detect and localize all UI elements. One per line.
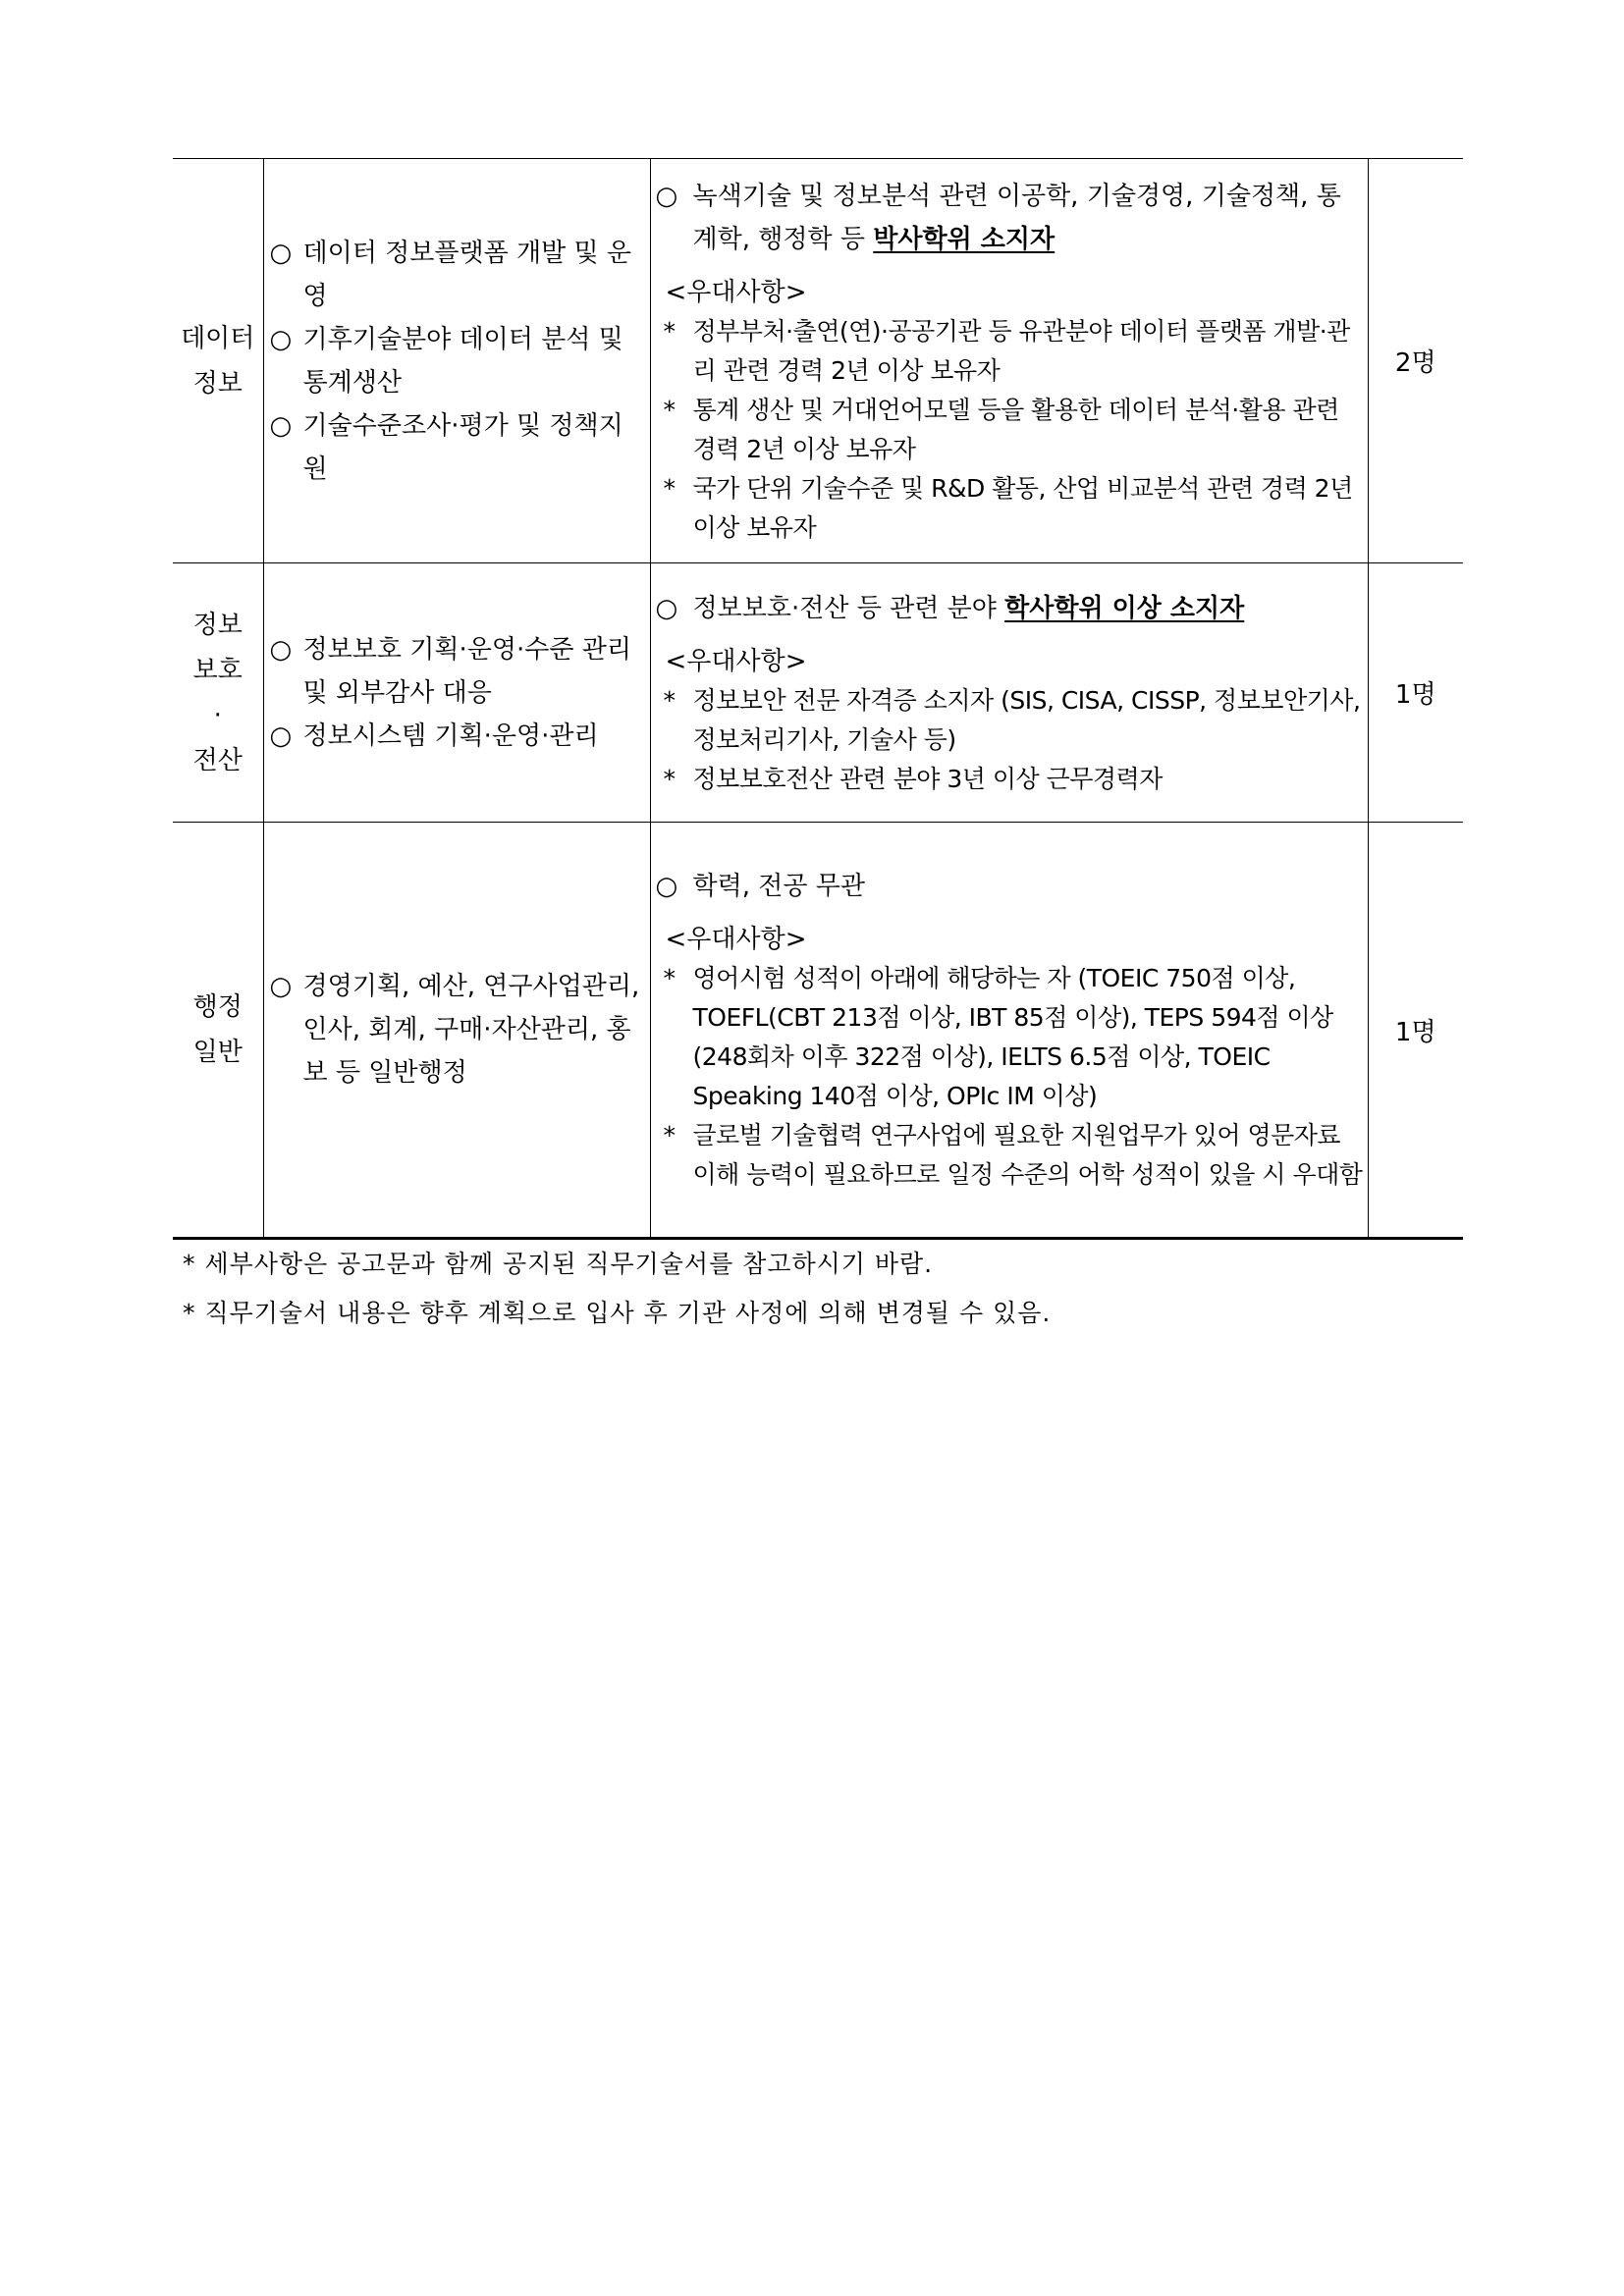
preferred-item xyxy=(656,760,1364,799)
area-text: · xyxy=(213,700,222,730)
preferred-text: 정부부처·출연(연)·공공기관 등 유관분야 데이터 플랫폼 개발·관리 관련 경력 2년 이상 보유자 xyxy=(692,316,1350,385)
headcount: 2명 xyxy=(1394,348,1436,378)
area-text: 행정 xyxy=(192,992,243,1022)
preferred-text: 정보보안 전문 자격증 소지자 (SIS, CISA, CISSP, 정보보안기사, 정보처리기사, 기술사 등) xyxy=(692,685,1361,754)
area-cell xyxy=(173,159,263,563)
preferred-text: 국가 단위 기술수준 및 R&D 활동, 산업 비교분석 관련 경력 2년 이상 보유자 xyxy=(692,473,1353,542)
headcount: 1명 xyxy=(1394,1017,1436,1047)
preferred-text: 글로벌 기술협력 연구사업에 필요한 지원업무가 있어 영문자료 이해 능력이 필요하므로 일정 수준의 어학 성적이 있을 시 우대함 xyxy=(692,1121,1363,1189)
asterisk-icon: * xyxy=(663,764,676,793)
footnote: * 세부사항은 공고문과 함께 공지된 직무기술서를 참고하시기 바람. xyxy=(183,1250,934,1278)
duty-item xyxy=(270,404,644,491)
preferred-item xyxy=(656,469,1364,548)
area-cell xyxy=(173,823,263,1239)
area-text: 전산 xyxy=(192,745,243,775)
area-cell xyxy=(173,563,263,823)
asterisk-icon: * xyxy=(663,1121,676,1149)
duty-text: 데이터 정보플랫폼 개발 및 운영 xyxy=(302,238,631,311)
qualification-main xyxy=(656,865,1364,908)
bullet-icon: ○ xyxy=(269,634,293,665)
qualification-cell xyxy=(650,823,1368,1239)
preferred-item xyxy=(656,959,1364,1116)
area-text: 보호 xyxy=(192,655,243,685)
preferred-item xyxy=(656,312,1364,391)
preferred-label: <우대사항> xyxy=(665,277,807,307)
recruitment-table xyxy=(173,158,1463,1240)
preferred-text: 통계 생산 및 거대언어모델 등을 활용한 데이터 분석·활용 관련 경력 2년 이상 보유자 xyxy=(692,395,1339,463)
asterisk-icon: * xyxy=(663,395,676,424)
preferred-item xyxy=(656,681,1364,760)
footnote: * 직무기술서 내용은 향후 계획으로 입사 후 기관 사정에 의해 변경될 수 있음. xyxy=(183,1299,1052,1327)
bullet-icon: ○ xyxy=(655,593,678,623)
count-cell xyxy=(1368,563,1463,823)
preferred-text: 영어시험 성적이 아래에 해당하는 자 (TOEIC 750점 이상, TOEFL(CBT 213점 이상, IBT 85점 이상), TEPS 594점 이상(248회차 이후 322점 이상), IELTS 6.5점 이상, TOEIC Speaking 140점 이상, OPIc IM 이상) xyxy=(692,964,1333,1110)
asterisk-icon: * xyxy=(663,473,676,503)
qualification-highlight: 학사학위 이상 소지자 xyxy=(1004,593,1245,623)
duty-text: 정보시스템 기획·운영·관리 xyxy=(302,721,599,751)
count-cell xyxy=(1368,159,1463,563)
area-text: 데이터 xyxy=(181,323,255,353)
table-row xyxy=(173,563,1463,823)
qualification-text: 정보보호·전산 등 관련 분야 xyxy=(692,593,1005,623)
duty-item xyxy=(270,628,644,715)
bullet-icon: ○ xyxy=(269,410,293,441)
qualification-cell xyxy=(650,159,1368,563)
bullet-icon: ○ xyxy=(655,872,678,901)
duty-text: 기술수준조사·평가 및 정책지원 xyxy=(302,410,623,484)
duty-item xyxy=(270,965,644,1095)
qualification-cell xyxy=(650,563,1368,823)
area-text: 정보 xyxy=(192,610,243,640)
bullet-icon: ○ xyxy=(269,721,293,751)
preferred-label: <우대사항> xyxy=(665,646,807,676)
preferred-item xyxy=(656,1116,1364,1195)
duty-cell xyxy=(263,563,650,823)
qualification-text: 학력, 전공 무관 xyxy=(692,872,865,901)
qualification-highlight: 박사학위 소지자 xyxy=(873,224,1056,254)
table-row xyxy=(173,159,1463,563)
duty-item xyxy=(270,318,644,404)
count-cell xyxy=(1368,823,1463,1239)
bullet-icon: ○ xyxy=(269,324,293,354)
asterisk-icon: * xyxy=(663,685,676,715)
duty-cell xyxy=(263,823,650,1239)
area-text: 정보 xyxy=(192,368,243,399)
duty-text: 기후기술분야 데이터 분석 및 통계생산 xyxy=(302,324,623,398)
qualification-main xyxy=(656,175,1364,261)
duty-item xyxy=(270,232,644,318)
preferred-item xyxy=(656,391,1364,469)
duty-cell xyxy=(263,159,650,563)
area-text: 일반 xyxy=(192,1038,243,1067)
qualification-main xyxy=(656,587,1364,630)
asterisk-icon: * xyxy=(663,964,676,992)
table-row xyxy=(173,823,1463,1239)
duty-item xyxy=(270,715,644,758)
preferred-label: <우대사항> xyxy=(665,925,807,954)
bullet-icon: ○ xyxy=(269,972,293,1001)
asterisk-icon: * xyxy=(663,316,676,346)
bullet-icon: ○ xyxy=(269,238,293,268)
duty-text: 경영기획, 예산, 연구사업관리, 인사, 회계, 구매·자산관리, 홍보 등 일반행정 xyxy=(302,972,640,1088)
qualification-text: 녹색기술 및 정보분석 관련 이공학, 기술경영, 기술정책, 통계학, 행정학 등 xyxy=(692,181,1341,254)
duty-text: 정보보호 기획·운영·수준 관리 및 외부감사 대응 xyxy=(302,634,631,708)
preferred-text: 정보보호전산 관련 분야 3년 이상 근무경력자 xyxy=(692,764,1163,793)
headcount: 1명 xyxy=(1394,680,1436,710)
bullet-icon: ○ xyxy=(655,181,678,211)
